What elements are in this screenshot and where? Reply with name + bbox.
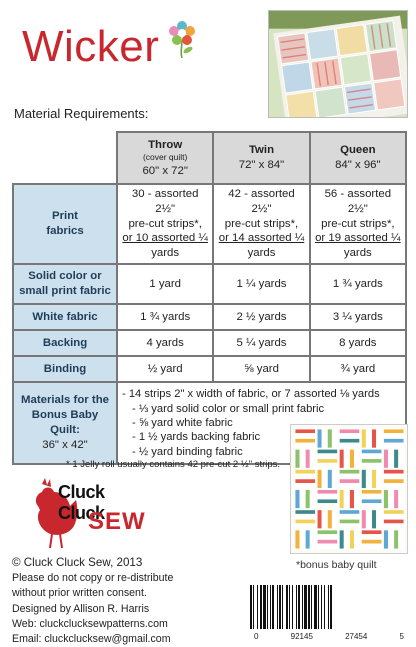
list-item: - 1 ½ yards backing fabric [132,431,261,444]
column-header-throw: Throw (cover quilt) 60" x 72" [117,132,213,184]
table-cell: ¾ yard [310,356,406,382]
info-line: Please do not copy or re-distribute [12,572,174,585]
table-cell: 8 yards [310,330,406,356]
material-requirements-table [12,131,407,465]
cluck-cluck-sew-logo [32,476,150,554]
table-cell: 56 - assorted 2½" pre-cut strips*, or 19 assorted ¼ yards [310,184,406,264]
row-label-white-fabric: White fabric [13,304,117,330]
baby-quilt-caption: *bonus baby quilt [296,559,377,571]
flower-icon [166,18,198,58]
barcode-bars [250,585,408,629]
row-label-backing: Backing [13,330,117,356]
table-row [13,330,406,356]
barcode [250,585,408,641]
table-corner [13,132,117,184]
table-row [13,264,406,304]
table-cell: 2 ½ yards [213,304,309,330]
table-cell: 1 ¾ yards [117,304,213,330]
table-row [13,356,406,382]
copyright-line: © Cluck Cluck Sew, 2013 [12,556,143,569]
list-item: - 14 strips 2" x width of fabric, or 7 assorted ⅛ yards [122,388,380,401]
jelly-roll-footnote: * 1 Jelly roll usually contains 42 pre-cut 2 ½" strips. [66,459,281,470]
table-cell: 1 ¼ yards [213,264,309,304]
copyright-info [12,555,173,647]
table-cell: ½ yard [117,356,213,382]
table-cell: 4 yards [117,330,213,356]
logo-text-line2: SEW [88,508,146,535]
list-item: - ⅝ yard white fabric [132,416,233,429]
info-line: without prior written consent. [12,587,147,600]
web-line: Web: cluckclucksewpatterns.com [12,617,168,630]
section-title: Material Requirements: [14,106,149,121]
table-row [13,304,406,330]
table-cell: 1 ¾ yards [310,264,406,304]
row-label-binding: Binding [13,356,117,382]
pattern-title: Wicker [22,22,160,71]
table-cell: 42 - assorted 2½" pre-cut strips*, or 14 assorted ¼ yards [213,184,309,264]
designer-line: Designed by Allison R. Harris [12,602,150,615]
row-label-print-fabrics: Print fabrics [13,184,117,264]
table-cell: 1 yard [117,264,213,304]
row-label-bonus-baby-quilt: Materials for the Bonus Baby Quilt: 36" x 42" [13,382,117,464]
table-cell: 5 ¼ yards [213,330,309,356]
table-cell: 3 ¼ yards [310,304,406,330]
table-row [13,184,406,264]
bonus-baby-quilt-image [290,424,408,554]
table-cell: 30 - assorted 2½" pre-cut strips*, or 10 assorted ¼ yards [117,184,213,264]
table-header-row [13,132,406,184]
row-label-solid-fabric: Solid color or small print fabric [13,264,117,304]
logo-text-line1: Cluck Cluck [58,482,105,523]
barcode-number: 0 92145 27454 5 [254,632,404,641]
column-header-twin: Twin 72" x 84" [213,132,309,184]
list-item: - ½ yard binding fabric [132,445,243,458]
column-header-queen: Queen 84" x 96" [310,132,406,184]
table-cell: ⅝ yard [213,356,309,382]
list-item: - ⅓ yard solid color or small print fabric [132,402,325,415]
quilt-cover-photo [268,10,408,118]
email-line: Email: cluckclucksew@gmail.com [12,632,171,645]
